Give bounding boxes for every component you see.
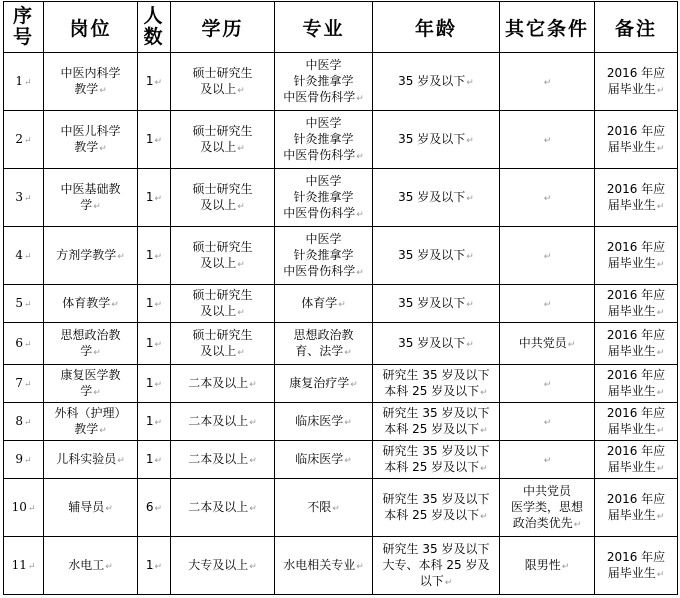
paragraph-mark-icon: ↵ [93, 347, 101, 358]
cell-age-text: 35 岁及以下 [398, 189, 466, 204]
cell-position-text: 方剂学教学 [56, 247, 117, 262]
paragraph-mark-icon: ↵ [24, 77, 32, 88]
table-row [4, 53, 678, 111]
paragraph-mark-icon: ↵ [543, 455, 552, 466]
cell-index [4, 403, 44, 441]
paragraph-mark-icon: ↵ [356, 267, 364, 278]
cell-education [171, 441, 275, 479]
table-body [4, 53, 678, 595]
paragraph-mark-icon: ↵ [249, 455, 257, 466]
cell-count [138, 537, 171, 595]
cell-count-text: 1 [145, 451, 154, 466]
cell-index [4, 479, 44, 537]
paragraph-mark-icon: ↵ [656, 347, 665, 358]
cell-index [4, 365, 44, 403]
table-row [4, 285, 678, 323]
cell-age-text: 研究生 35 岁及以下 本科 25 岁及以下 [382, 405, 490, 436]
cell-age-text: 35 岁及以下 [398, 247, 466, 262]
paragraph-mark-icon: ↵ [237, 307, 245, 318]
cell-index [4, 111, 44, 169]
header-index: 序号 [4, 2, 44, 53]
table-row [4, 365, 678, 403]
cell-count-text: 1 [145, 413, 154, 428]
cell-position-text: 中医内科学 教学 [60, 65, 121, 96]
cell-major [275, 285, 373, 323]
paragraph-mark-icon: ↵ [543, 379, 552, 390]
cell-education-text: 硕士研究生 及以上 [192, 181, 253, 212]
cell-remark-text: 2016 年应 届毕业生 [606, 549, 666, 580]
cell-count-text: 1 [145, 131, 154, 146]
paragraph-mark-icon: ↵ [93, 387, 101, 398]
cell-major-text: 水电相关专业 [283, 557, 356, 572]
cell-index [4, 285, 44, 323]
paragraph-mark-icon: ↵ [656, 569, 665, 580]
cell-position [44, 111, 138, 169]
cell-count [138, 323, 171, 365]
cell-education [171, 227, 275, 285]
cell-count [138, 403, 171, 441]
cell-index-text: 1 [15, 73, 24, 88]
cell-remark-text: 2016 年应 届毕业生 [606, 491, 666, 522]
cell-index [4, 169, 44, 227]
cell-position-text: 外科（护理） 教学 [54, 405, 127, 436]
paragraph-mark-icon: ↵ [480, 425, 488, 436]
paragraph-mark-icon: ↵ [356, 93, 364, 104]
header-major: 专业 [275, 2, 373, 53]
cell-other [500, 53, 595, 111]
cell-other [500, 441, 595, 479]
cell-remark [595, 169, 678, 227]
cell-remark [595, 285, 678, 323]
cell-other [500, 285, 595, 323]
cell-education-text: 硕士研究生 及以上 [192, 327, 253, 358]
table-row [4, 441, 678, 479]
cell-count-text: 1 [145, 557, 154, 572]
cell-age [373, 479, 500, 537]
cell-remark-text: 2016 年应 届毕业生 [606, 181, 666, 212]
paragraph-mark-icon: ↵ [466, 135, 474, 146]
paragraph-mark-icon: ↵ [466, 193, 474, 204]
cell-remark [595, 227, 678, 285]
cell-age [373, 169, 500, 227]
cell-remark [595, 53, 678, 111]
cell-major [275, 111, 373, 169]
cell-age [373, 53, 500, 111]
cell-age-text: 35 岁及以下 [398, 335, 466, 350]
cell-major [275, 53, 373, 111]
paragraph-mark-icon: ↵ [117, 251, 125, 262]
cell-major [275, 403, 373, 441]
cell-major-text: 中医学 针灸推拿学 中医骨伤科学 [283, 57, 356, 104]
cell-position-text: 体育教学 [62, 295, 111, 310]
cell-remark [595, 111, 678, 169]
paragraph-mark-icon: ↵ [24, 455, 32, 466]
paragraph-mark-icon: ↵ [356, 561, 364, 572]
cell-major-text: 中医学 针灸推拿学 中医骨伤科学 [283, 173, 356, 220]
cell-index-text: 7 [15, 375, 24, 390]
cell-count [138, 227, 171, 285]
cell-position [44, 169, 138, 227]
paragraph-mark-icon: ↵ [154, 251, 163, 262]
cell-remark-text: 2016 年应 届毕业生 [606, 287, 666, 318]
cell-major-text: 康复治疗学 [289, 375, 350, 390]
table-row [4, 227, 678, 285]
header-position: 岗位 [44, 2, 138, 53]
cell-education-text: 二本及以上 [188, 413, 249, 428]
cell-position-text: 辅导员 [68, 499, 105, 514]
cell-age-text: 研究生 35 岁及以下 本科 25 岁及以下 [382, 367, 490, 398]
cell-age [373, 441, 500, 479]
paragraph-mark-icon: ↵ [466, 251, 474, 262]
cell-other-text: 中共党员 [518, 335, 567, 350]
cell-count-text: 1 [145, 295, 154, 310]
cell-education [171, 537, 275, 595]
cell-remark-text: 2016 年应 届毕业生 [606, 65, 666, 96]
paragraph-mark-icon: ↵ [344, 417, 352, 428]
cell-index [4, 537, 44, 595]
header-remark: 备注 [595, 2, 678, 53]
paragraph-mark-icon: ↵ [249, 503, 257, 514]
cell-other [500, 479, 595, 537]
cell-position [44, 537, 138, 595]
table-row [4, 169, 678, 227]
cell-count [138, 53, 171, 111]
cell-remark [595, 537, 678, 595]
cell-remark-text: 2016 年应 届毕业生 [606, 327, 666, 358]
paragraph-mark-icon: ↵ [99, 85, 107, 96]
cell-age [373, 111, 500, 169]
cell-education-text: 二本及以上 [188, 375, 249, 390]
cell-position-text: 康复医学教 学 [60, 367, 121, 398]
cell-education [171, 403, 275, 441]
cell-age-text: 35 岁及以下 [398, 295, 466, 310]
cell-index-text: 3 [15, 189, 24, 204]
cell-index-text: 9 [15, 451, 24, 466]
cell-count [138, 169, 171, 227]
cell-count-text: 1 [145, 189, 154, 204]
paragraph-mark-icon: ↵ [480, 387, 488, 398]
paragraph-mark-icon: ↵ [561, 561, 570, 572]
paragraph-mark-icon: ↵ [656, 307, 665, 318]
cell-education [171, 53, 275, 111]
paragraph-mark-icon: ↵ [356, 151, 364, 162]
paragraph-mark-icon: ↵ [24, 299, 32, 310]
paragraph-mark-icon: ↵ [543, 251, 552, 262]
paragraph-mark-icon: ↵ [93, 201, 101, 212]
cell-education [171, 479, 275, 537]
cell-age [373, 227, 500, 285]
cell-remark-text: 2016 年应 届毕业生 [606, 405, 666, 436]
cell-education [171, 365, 275, 403]
paragraph-mark-icon: ↵ [27, 503, 36, 514]
paragraph-mark-icon: ↵ [154, 455, 163, 466]
paragraph-mark-icon: ↵ [24, 251, 32, 262]
cell-other-text: 中共党员 医学类，思想 政治类优先 [510, 483, 583, 530]
cell-index [4, 227, 44, 285]
cell-count [138, 365, 171, 403]
paragraph-mark-icon: ↵ [111, 299, 119, 310]
cell-index [4, 441, 44, 479]
paragraph-mark-icon: ↵ [356, 209, 364, 220]
paragraph-mark-icon: ↵ [99, 425, 107, 436]
cell-remark [595, 365, 678, 403]
cell-position [44, 227, 138, 285]
cell-count [138, 111, 171, 169]
cell-position [44, 365, 138, 403]
paragraph-mark-icon: ↵ [154, 339, 163, 350]
cell-count-text: 1 [145, 335, 154, 350]
cell-position [44, 403, 138, 441]
paragraph-mark-icon: ↵ [24, 379, 32, 390]
cell-education [171, 111, 275, 169]
paragraph-mark-icon: ↵ [344, 455, 352, 466]
cell-position-text: 水电工 [68, 557, 105, 572]
cell-major [275, 479, 373, 537]
paragraph-mark-icon: ↵ [249, 379, 257, 390]
cell-major-text: 思想政治教 育、法学 [293, 327, 354, 358]
paragraph-mark-icon: ↵ [154, 417, 163, 428]
cell-index-text: 4 [15, 247, 24, 262]
paragraph-mark-icon: ↵ [154, 135, 163, 146]
cell-position-text: 中医儿科学 教学 [60, 123, 121, 154]
cell-remark-text: 2016 年应 届毕业生 [606, 123, 666, 154]
cell-major-text: 中医学 针灸推拿学 中医骨伤科学 [283, 115, 356, 162]
cell-age [373, 403, 500, 441]
cell-major [275, 537, 373, 595]
cell-position [44, 441, 138, 479]
paragraph-mark-icon: ↵ [332, 503, 340, 514]
cell-position-text: 儿科实验员 [56, 451, 117, 466]
cell-other [500, 323, 595, 365]
cell-position [44, 285, 138, 323]
paragraph-mark-icon: ↵ [154, 193, 163, 204]
paragraph-mark-icon: ↵ [105, 503, 113, 514]
paragraph-mark-icon: ↵ [24, 417, 32, 428]
cell-index-text: 8 [15, 413, 24, 428]
paragraph-mark-icon: ↵ [237, 143, 245, 154]
paragraph-mark-icon: ↵ [154, 299, 163, 310]
cell-education-text: 二本及以上 [188, 451, 249, 466]
cell-position [44, 323, 138, 365]
paragraph-mark-icon: ↵ [656, 259, 665, 270]
cell-position [44, 53, 138, 111]
cell-remark [595, 403, 678, 441]
paragraph-mark-icon: ↵ [24, 339, 32, 350]
paragraph-mark-icon: ↵ [249, 561, 257, 572]
table-row [4, 323, 678, 365]
table-row [4, 537, 678, 595]
paragraph-mark-icon: ↵ [338, 299, 346, 310]
paragraph-mark-icon: ↵ [543, 299, 552, 310]
paragraph-mark-icon: ↵ [466, 77, 474, 88]
cell-age [373, 285, 500, 323]
paragraph-mark-icon: ↵ [350, 379, 358, 390]
cell-count [138, 479, 171, 537]
cell-count [138, 441, 171, 479]
header-age: 年龄 [373, 2, 500, 53]
paragraph-mark-icon: ↵ [543, 417, 552, 428]
paragraph-mark-icon: ↵ [27, 561, 36, 572]
paragraph-mark-icon: ↵ [466, 299, 474, 310]
paragraph-mark-icon: ↵ [656, 511, 665, 522]
cell-major-text: 体育学 [301, 295, 338, 310]
table-row [4, 479, 678, 537]
paragraph-mark-icon: ↵ [99, 143, 107, 154]
cell-other [500, 169, 595, 227]
cell-major-text: 不限 [307, 499, 332, 514]
paragraph-mark-icon: ↵ [154, 77, 163, 88]
paragraph-mark-icon: ↵ [573, 519, 582, 530]
paragraph-mark-icon: ↵ [24, 135, 32, 146]
cell-index-text: 6 [15, 335, 24, 350]
cell-major [275, 169, 373, 227]
cell-major-text: 临床医学 [295, 413, 344, 428]
paragraph-mark-icon: ↵ [656, 463, 665, 474]
paragraph-mark-icon: ↵ [237, 259, 245, 270]
cell-other [500, 403, 595, 441]
cell-remark-text: 2016 年应 届毕业生 [606, 443, 666, 474]
cell-education [171, 285, 275, 323]
cell-remark [595, 323, 678, 365]
cell-count-text: 6 [145, 499, 154, 514]
cell-count-text: 1 [145, 247, 154, 262]
recruitment-table [3, 1, 678, 595]
cell-remark [595, 479, 678, 537]
cell-other [500, 111, 595, 169]
cell-remark-text: 2016 年应 届毕业生 [606, 367, 666, 398]
paragraph-mark-icon: ↵ [154, 503, 163, 514]
header-row [4, 2, 678, 53]
paragraph-mark-icon: ↵ [656, 143, 665, 154]
cell-major-text: 中医学 针灸推拿学 中医骨伤科学 [283, 231, 356, 278]
cell-index [4, 53, 44, 111]
paragraph-mark-icon: ↵ [344, 347, 352, 358]
paragraph-mark-icon: ↵ [444, 577, 453, 588]
paragraph-mark-icon: ↵ [237, 85, 245, 96]
cell-other [500, 227, 595, 285]
cell-age [373, 537, 500, 595]
cell-major-text: 临床医学 [295, 451, 344, 466]
cell-other [500, 365, 595, 403]
header-education: 学历 [171, 2, 275, 53]
paragraph-mark-icon: ↵ [466, 339, 474, 350]
cell-age-text: 研究生 35 岁及以下 本科 25 岁及以下 [382, 443, 490, 474]
cell-remark [595, 441, 678, 479]
cell-education-text: 二本及以上 [188, 499, 249, 514]
paragraph-mark-icon: ↵ [480, 463, 488, 474]
paragraph-mark-icon: ↵ [154, 561, 163, 572]
paragraph-mark-icon: ↵ [480, 511, 488, 522]
paragraph-mark-icon: ↵ [237, 201, 245, 212]
cell-major [275, 227, 373, 285]
cell-index-text: 5 [15, 295, 24, 310]
cell-age-text: 35 岁及以下 [398, 73, 466, 88]
paragraph-mark-icon: ↵ [105, 561, 113, 572]
cell-major [275, 323, 373, 365]
cell-index-text: 11 [11, 557, 27, 572]
cell-education-text: 大专及以上 [188, 557, 249, 572]
cell-count-text: 1 [145, 73, 154, 88]
paragraph-mark-icon: ↵ [656, 85, 665, 96]
cell-education-text: 硕士研究生 及以上 [192, 239, 253, 270]
cell-position-text: 思想政治教 学 [60, 327, 121, 358]
paragraph-mark-icon: ↵ [543, 135, 552, 146]
cell-position-text: 中医基础教 学 [60, 181, 121, 212]
cell-position [44, 479, 138, 537]
paragraph-mark-icon: ↵ [656, 387, 665, 398]
cell-age [373, 323, 500, 365]
table-row [4, 111, 678, 169]
cell-index [4, 323, 44, 365]
cell-age-text: 35 岁及以下 [398, 131, 466, 146]
cell-other-text: 限男性 [524, 557, 561, 572]
paragraph-mark-icon: ↵ [543, 77, 552, 88]
paragraph-mark-icon: ↵ [656, 425, 665, 436]
paragraph-mark-icon: ↵ [249, 417, 257, 428]
cell-major [275, 441, 373, 479]
cell-count-text: 1 [145, 375, 154, 390]
cell-education [171, 169, 275, 227]
paragraph-mark-icon: ↵ [237, 347, 245, 358]
cell-education-text: 硕士研究生 及以上 [192, 287, 253, 318]
cell-age [373, 365, 500, 403]
cell-age-text: 研究生 35 岁及以下 大专、本科 25 岁及 以下 [382, 541, 490, 588]
cell-education-text: 硕士研究生 及以上 [192, 65, 253, 96]
cell-index-text: 2 [15, 131, 24, 146]
paragraph-mark-icon: ↵ [117, 455, 125, 466]
cell-other [500, 537, 595, 595]
cell-remark-text: 2016 年应 届毕业生 [606, 239, 666, 270]
header-count: 人数 [138, 2, 171, 53]
cell-major [275, 365, 373, 403]
paragraph-mark-icon: ↵ [656, 201, 665, 212]
header-other: 其它条件 [500, 2, 595, 53]
cell-age-text: 研究生 35 岁及以下 本科 25 岁及以下 [382, 491, 490, 522]
paragraph-mark-icon: ↵ [567, 339, 576, 350]
paragraph-mark-icon: ↵ [154, 379, 163, 390]
paragraph-mark-icon: ↵ [24, 193, 32, 204]
cell-education [171, 323, 275, 365]
cell-index-text: 10 [11, 499, 27, 514]
table-row [4, 403, 678, 441]
paragraph-mark-icon: ↵ [543, 193, 552, 204]
cell-count [138, 285, 171, 323]
cell-education-text: 硕士研究生 及以上 [192, 123, 253, 154]
